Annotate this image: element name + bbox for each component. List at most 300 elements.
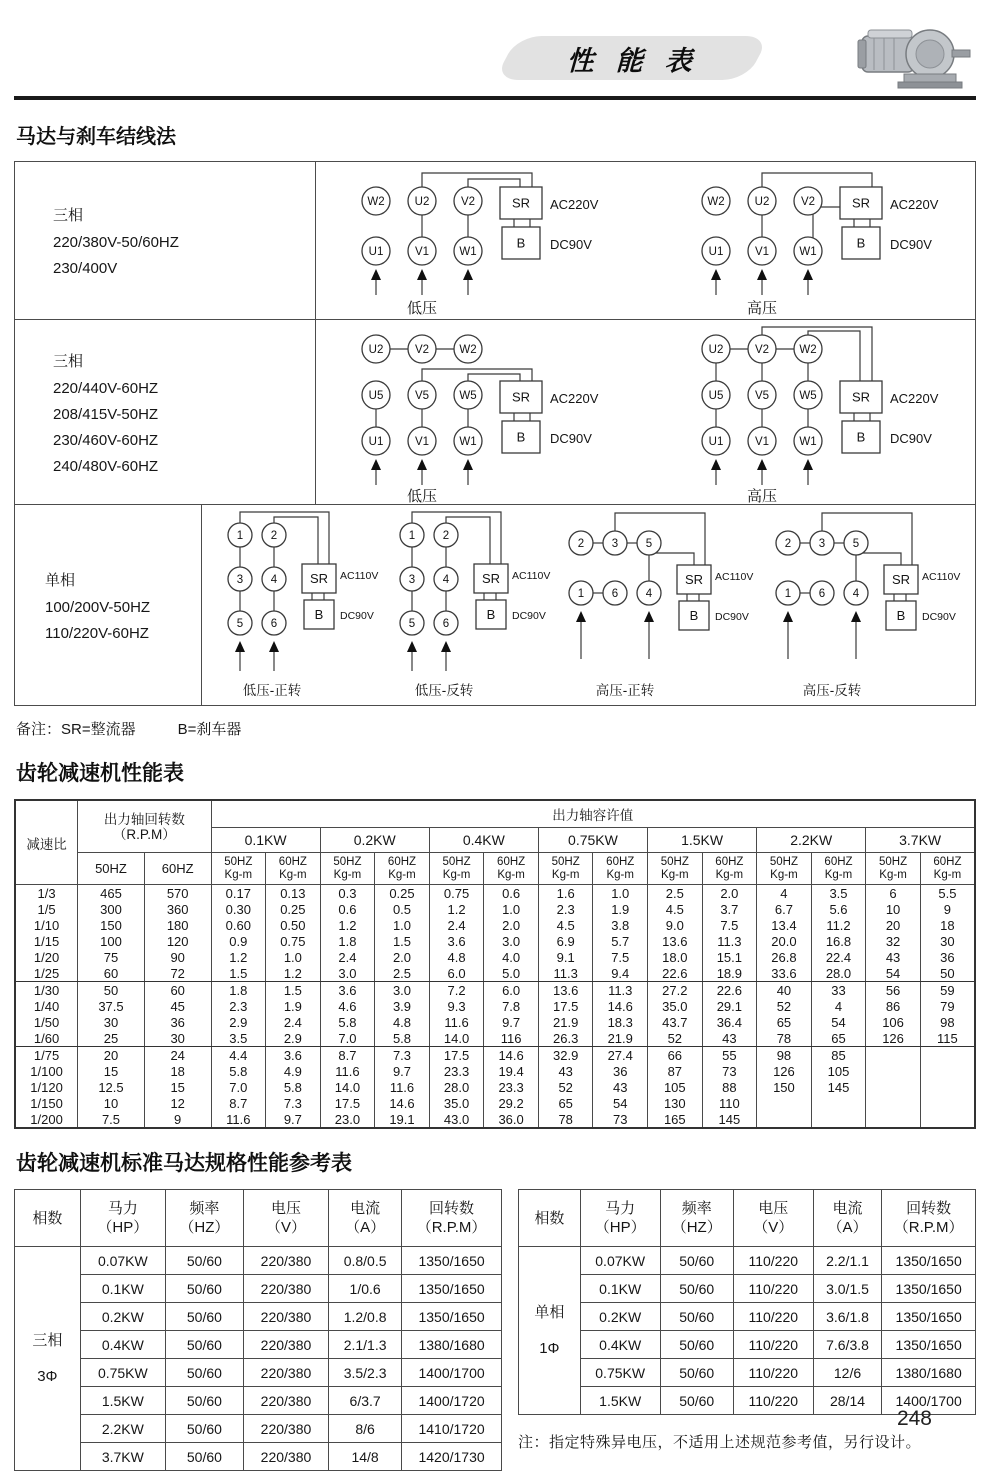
value-cell: 4.8 [375,1014,430,1030]
spec-cell: 50/60 [165,1275,243,1303]
svg-text:B: B [856,429,866,445]
value-cell: 88 [702,1079,757,1095]
value-cell: 87 [648,1063,703,1079]
value-cell: 55 [702,1047,757,1064]
svg-text:高压: 高压 [746,488,778,503]
spec-cell: 2.2KW [80,1415,165,1443]
value-cell: 570 [144,885,211,902]
spec-cell: 3.0/1.5 [813,1275,882,1303]
svg-text:DC90V: DC90V [512,610,547,622]
value-cell: 0.30 [211,901,266,917]
spec-cell: 110/220 [733,1331,813,1359]
value-cell: 0.60 [211,917,266,933]
motor-row [15,1387,502,1415]
value-cell: 3.6 [266,1047,321,1064]
value-cell: 9.4 [593,965,648,982]
spec-cell: 220/380 [243,1415,328,1443]
value-cell: 5.8 [266,1079,321,1095]
spec-cell: 7.6/3.8 [813,1331,882,1359]
value-cell: 29.2 [484,1095,539,1111]
value-cell: 36 [920,949,975,965]
svg-text:AC110V: AC110V [512,570,551,582]
spec-cell: 0.07KW [580,1247,660,1275]
value-cell: 11.3 [702,933,757,949]
svg-text:U2: U2 [754,195,770,208]
value-cell: 9.0 [648,917,703,933]
svg-text:AC110V: AC110V [714,571,753,583]
value-cell: 1.0 [375,917,430,933]
ratio-cell: 1/40 [15,998,78,1014]
value-cell: 0.6 [484,885,539,902]
value-cell: 56 [866,982,921,999]
value-cell: 7.5 [78,1111,145,1128]
value-cell: 50 [78,982,145,999]
value-cell: 9 [920,901,975,917]
motor-row [15,1415,502,1443]
spec-cell: 1350/1650 [882,1331,976,1359]
value-cell: 18 [920,917,975,933]
spec-cell: 3.6/1.8 [813,1303,882,1331]
spec-cell: 50/60 [660,1275,733,1303]
hz-unit-header: 60HZ Kg-m [484,853,539,885]
value-cell: 98 [757,1047,812,1064]
svg-text:V1: V1 [754,245,770,258]
wiring-row [15,505,975,705]
spec-cell: 50/60 [165,1387,243,1415]
note-b: B=刹车器 [177,721,242,738]
value-cell: 18 [144,1063,211,1079]
spec-line: 110/220V-60HZ [45,624,149,642]
value-cell: 37.5 [78,998,145,1014]
value-cell: 23.3 [484,1079,539,1095]
svg-text:SR: SR [482,571,501,586]
value-cell: 9.7 [484,1014,539,1030]
svg-text:6: 6 [611,588,618,600]
perf-row [15,901,975,917]
value-cell: 2.4 [266,1014,321,1030]
svg-text:低压-正转: 低压-正转 [242,683,302,698]
column-header: 电流 （A） [813,1190,882,1247]
value-cell: 73 [593,1111,648,1128]
value-cell: 36.0 [484,1111,539,1128]
value-cell: 2.0 [484,917,539,933]
spec-cell: 0.8/0.5 [329,1247,402,1275]
ratio-cell: 1/10 [15,917,78,933]
value-cell: 20.0 [757,933,812,949]
spec-cell: 8/6 [329,1415,402,1443]
perf-row [15,1095,975,1111]
value-cell: 12 [144,1095,211,1111]
value-cell: 21.9 [593,1030,648,1047]
value-cell: 0.25 [266,901,321,917]
value-cell: 36.4 [702,1014,757,1030]
motor-section-title: 齿轮减速机标准马达规格性能参考表 [16,1152,352,1175]
wiring-row [15,320,975,505]
motor-table-single-phase [518,1189,976,1415]
value-cell: 6.0 [484,982,539,999]
value-cell: 106 [866,1014,921,1030]
spec-line: 100/200V-50HZ [45,598,151,616]
svg-text:SR: SR [511,389,531,405]
svg-text:W5: W5 [459,390,477,402]
value-cell: 9.3 [429,998,484,1014]
svg-text:V1: V1 [414,245,430,258]
value-cell: 59 [920,982,975,999]
value-cell: 6.9 [538,933,593,949]
spec-cell: 1.2/0.8 [329,1303,402,1331]
value-cell: 79 [920,998,975,1014]
svg-text:2: 2 [577,538,584,550]
value-cell: 11.6 [320,1063,375,1079]
column-header: 马力 （HP） [80,1190,165,1247]
value-cell: 2.5 [648,885,703,902]
value-cell: 43 [538,1063,593,1079]
perf-row [15,1014,975,1030]
value-cell: 116 [484,1030,539,1047]
motor-note: 注：指定特殊异电压，不适用上述规范参考值，另行设计。 [518,1434,922,1451]
value-cell: 300 [78,901,145,917]
value-cell: 7.8 [484,998,539,1014]
ratio-cell: 1/25 [15,965,78,982]
svg-text:3: 3 [818,538,826,550]
wiring-section-title: 马达与刹车结线法 [16,126,176,148]
spec-cell: 50/60 [165,1247,243,1275]
value-cell: 3.0 [320,965,375,982]
spec-line: 240/480V-60HZ [53,457,159,475]
value-cell: 26.3 [538,1030,593,1047]
value-cell: 180 [144,917,211,933]
spec-cell: 2.1/1.3 [329,1331,402,1359]
value-cell: 22.6 [702,982,757,999]
value-cell: 98 [920,1014,975,1030]
spec-cell: 110/220 [733,1303,813,1331]
value-cell: 1.8 [320,933,375,949]
hz-unit-header: 60HZ Kg-m [593,853,648,885]
svg-text:W1: W1 [459,245,477,258]
value-cell: 30 [144,1030,211,1047]
spec-cell: 0.2KW [580,1303,660,1331]
perf-section-title: 齿轮减速机性能表 [16,762,184,785]
value-cell: 14.0 [429,1030,484,1047]
svg-text:W2: W2 [799,344,817,356]
rpm-header: 出力轴回转数 （R.P.M） [78,800,211,853]
svg-text:SR: SR [851,389,871,405]
svg-text:U2: U2 [414,195,430,208]
spec-cell: 110/220 [733,1387,813,1415]
value-cell: 33 [811,982,866,999]
value-cell [866,1063,921,1079]
value-cell: 1.2 [429,901,484,917]
ratio-cell: 1/150 [15,1095,78,1111]
svg-text:2: 2 [270,530,278,542]
svg-text:5: 5 [852,538,860,550]
value-cell: 150 [78,917,145,933]
spec-cell: 1380/1680 [882,1359,976,1387]
spec-cell: 220/380 [243,1331,328,1359]
kw-group-header: 1.5KW [648,828,757,853]
svg-text:高压: 高压 [746,299,778,317]
column-header: 电压 （V） [243,1190,328,1247]
value-cell: 65 [757,1014,812,1030]
value-cell: 43.7 [648,1014,703,1030]
wiring-diagram-高压-反转 [762,507,967,703]
value-cell: 33.6 [757,965,812,982]
column-header: 相数 [519,1190,581,1247]
value-cell: 19.4 [484,1063,539,1079]
value-cell [920,1047,975,1064]
value-cell: 0.25 [375,885,430,902]
svg-text:5: 5 [236,618,244,630]
value-cell: 4 [811,998,866,1014]
perf-row [15,1047,975,1064]
value-cell: 0.9 [211,933,266,949]
spec-line: 220/380V-50/60HZ [53,234,179,251]
value-cell: 11.3 [593,982,648,999]
wiring-diagram-低压 [332,321,632,503]
svg-text:W2: W2 [707,195,725,208]
spec-cell: 220/380 [243,1303,328,1331]
spec-cell: 0.75KW [80,1359,165,1387]
value-cell: 2.4 [429,917,484,933]
spec-cell: 28/14 [813,1387,882,1415]
value-cell: 130 [648,1095,703,1111]
value-cell: 3.6 [320,982,375,999]
svg-text:V1: V1 [754,436,770,448]
value-cell: 35.0 [429,1095,484,1111]
value-cell: 3.8 [593,917,648,933]
svg-text:B: B [896,608,906,623]
svg-text:SR: SR [684,572,703,587]
value-cell [757,1095,812,1111]
svg-text:W5: W5 [799,390,817,402]
value-cell: 0.6 [320,901,375,917]
hz-unit-header: 60HZ Kg-m [375,853,430,885]
spec-cell: 1400/1700 [882,1387,976,1415]
wiring-diagrams [316,320,975,504]
value-cell [920,1095,975,1111]
spec-line: 三相 [53,207,84,224]
svg-text:U2: U2 [368,344,384,356]
spec-cell: 220/380 [243,1247,328,1275]
spec-cell: 50/60 [660,1359,733,1387]
spec-cell: 0.1KW [580,1275,660,1303]
value-cell: 6.7 [757,901,812,917]
spec-cell: 50/60 [660,1303,733,1331]
motor-tables [14,1189,976,1471]
svg-text:U5: U5 [368,390,384,402]
value-cell: 0.75 [429,885,484,902]
hz-unit-header: 60HZ Kg-m [702,853,757,885]
value-cell: 1.5 [211,965,266,982]
spec-line: 230/460V-60HZ [53,431,159,449]
value-cell: 85 [811,1047,866,1064]
wiring-diagram-低压-反转 [382,507,552,703]
column-header: 相数 [15,1190,81,1247]
value-cell: 9.7 [375,1063,430,1079]
value-cell: 52 [757,998,812,1014]
value-cell: 2.9 [211,1014,266,1030]
value-cell: 4.4 [211,1047,266,1064]
value-cell: 4.5 [648,901,703,917]
value-cell: 100 [78,933,145,949]
value-cell [866,1111,921,1128]
spec-line: 208/415V-50HZ [53,405,159,423]
value-cell: 4.9 [266,1063,321,1079]
value-cell: 1.0 [593,885,648,902]
note-prefix: 备注： [16,721,62,738]
value-cell: 13.6 [648,933,703,949]
kw-group-header: 0.1KW [211,828,320,853]
svg-text:DC90V: DC90V [890,236,932,252]
svg-text:U2: U2 [708,344,724,356]
value-cell: 6 [866,885,921,902]
svg-text:DC90V: DC90V [714,611,749,623]
value-cell: 7.3 [266,1095,321,1111]
value-cell: 65 [538,1095,593,1111]
svg-text:V2: V2 [414,344,430,356]
wiring-diagrams [316,162,975,319]
spec-cell: 1350/1650 [882,1247,976,1275]
spec-cell: 50/60 [165,1415,243,1443]
column-header: 电压 （V） [733,1190,813,1247]
svg-text:3: 3 [409,574,416,586]
column-header: 马力 （HP） [580,1190,660,1247]
column-header: 频率 （HZ） [660,1190,733,1247]
svg-text:B: B [516,235,526,250]
spec-cell: 220/380 [243,1275,328,1303]
svg-text:2: 2 [784,538,792,550]
svg-text:高压-正转: 高压-正转 [595,683,654,698]
value-cell: 1.9 [266,998,321,1014]
wiring-specs [15,320,316,504]
value-cell: 17.5 [429,1047,484,1064]
motor-row [519,1275,976,1303]
spec-cell: 50/60 [165,1303,243,1331]
svg-text:W2: W2 [459,344,477,356]
value-cell: 1.2 [211,949,266,965]
value-cell: 7.0 [320,1030,375,1047]
column-header: 电流 （A） [329,1190,402,1247]
value-cell: 14.6 [375,1095,430,1111]
spec-cell: 110/220 [733,1359,813,1387]
svg-text:V2: V2 [754,344,770,356]
value-cell: 35.0 [648,998,703,1014]
svg-text:2: 2 [443,530,450,542]
value-cell [811,1111,866,1128]
rpm-hz-header: 60HZ [144,853,211,885]
value-cell: 1.0 [484,901,539,917]
value-cell: 20 [866,917,921,933]
value-cell: 73 [702,1063,757,1079]
svg-text:SR: SR [309,571,329,586]
motor-row [15,1303,502,1331]
column-header: 回转数 （R.P.M） [882,1190,976,1247]
value-cell: 0.13 [266,885,321,902]
spec-cell: 1.5KW [580,1387,660,1415]
svg-text:3: 3 [236,574,244,586]
value-cell: 25 [78,1030,145,1047]
motor-table-three-phase [14,1189,502,1471]
value-cell: 2.4 [320,949,375,965]
spec-cell: 220/380 [243,1359,328,1387]
value-cell: 13.6 [538,982,593,999]
header-divider [14,96,976,100]
motor-row [15,1359,502,1387]
spec-cell: 3.7KW [80,1443,165,1471]
performance-table [14,799,976,1129]
svg-text:5: 5 [645,538,652,550]
spec-cell: 0.4KW [580,1331,660,1359]
spec-cell: 0.07KW [80,1247,165,1275]
value-cell: 4.5 [538,917,593,933]
value-cell: 21.9 [538,1014,593,1030]
value-cell: 15 [78,1063,145,1079]
value-cell: 36 [593,1063,648,1079]
perf-row [15,1079,975,1095]
value-cell: 18.9 [702,965,757,982]
svg-text:B: B [689,608,698,623]
value-cell: 165 [648,1111,703,1128]
svg-text:W1: W1 [799,245,817,258]
svg-text:SR: SR [851,195,871,210]
value-cell: 4 [757,885,812,902]
svg-text:U1: U1 [368,245,384,258]
spec-cell: 1350/1650 [882,1275,976,1303]
column-header: 回转数 （R.P.M） [402,1190,502,1247]
value-cell: 0.17 [211,885,266,902]
spec-cell: 0.2KW [80,1303,165,1331]
value-cell: 7.5 [593,949,648,965]
value-cell: 43 [593,1079,648,1095]
value-cell: 2.0 [702,885,757,902]
spec-cell: 14/8 [329,1443,402,1471]
svg-text:B: B [486,607,496,622]
spec-cell: 1400/1700 [402,1359,502,1387]
svg-text:DC90V: DC90V [921,611,956,623]
svg-text:5: 5 [409,618,416,630]
value-cell: 30 [920,933,975,949]
value-cell: 16.8 [811,933,866,949]
value-cell: 10 [866,901,921,917]
value-cell: 1.6 [538,885,593,902]
value-cell: 5.8 [375,1030,430,1047]
value-cell [811,1095,866,1111]
value-cell: 50 [920,965,975,982]
spec-cell: 1410/1720 [402,1415,502,1443]
gear-motor-image [844,18,978,94]
allow-header: 出力轴容许值 [211,800,975,828]
svg-text:低压: 低压 [406,299,438,317]
svg-text:6: 6 [818,588,826,600]
rpm-hz-header: 50HZ [78,853,145,885]
spec-cell: 12/6 [813,1359,882,1387]
value-cell: 18.0 [648,949,703,965]
value-cell [757,1111,812,1128]
value-cell: 54 [866,965,921,982]
value-cell: 52 [648,1030,703,1047]
value-cell: 3.5 [811,885,866,902]
banner-title: 性能表 [564,45,721,76]
value-cell: 2.5 [375,965,430,982]
motor-row [519,1303,976,1331]
value-cell: 32 [866,933,921,949]
motor-row [15,1275,502,1303]
value-cell: 17.5 [538,998,593,1014]
value-cell: 11.6 [375,1079,430,1095]
perf-row [15,917,975,933]
svg-text:U1: U1 [708,245,724,258]
perf-row [15,982,975,999]
